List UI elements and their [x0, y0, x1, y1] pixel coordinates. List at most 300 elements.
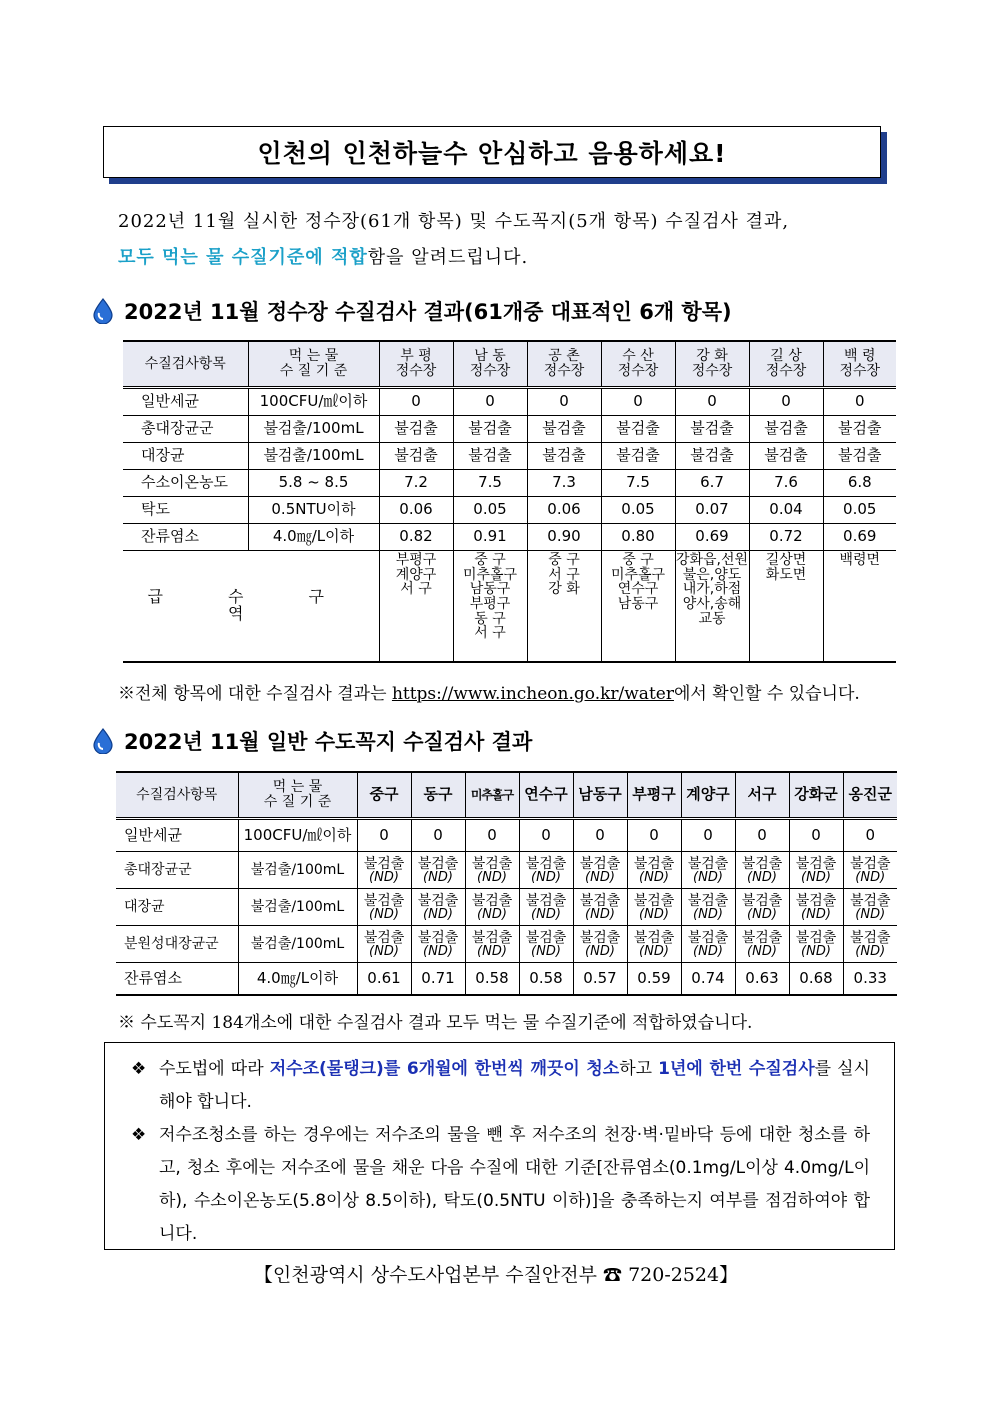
- cell-value: 0.82: [379, 524, 453, 551]
- cell-text: 0.63: [745, 968, 779, 987]
- tap-note: ※ 수도꼭지 184개소에 대한 수질검사 결과 모두 먹는 물 수질기준에 적합하였습니다.: [118, 1013, 753, 1033]
- supply-area-cell: [749, 551, 823, 663]
- treatment-plant-table: [123, 340, 896, 663]
- header-plant-line: 정수장: [839, 363, 881, 379]
- cell-text: 불검출: [363, 855, 405, 872]
- supply-area-line: 동 구: [474, 610, 506, 627]
- header-plant: [675, 341, 749, 388]
- cell-value: [627, 852, 681, 889]
- g1-highlight-cleaning: 저수조(물탱크)를 6개월에 한번씩 깨끗이 청소: [269, 1059, 620, 1079]
- supply-area-line: 미추홀구: [462, 566, 518, 583]
- header-plant-line: 공 촌: [548, 348, 580, 365]
- cell-value: [735, 963, 789, 996]
- supply-area-line: 강화읍,선원: [675, 552, 749, 568]
- table-row: [123, 470, 896, 497]
- cell-value: [843, 963, 897, 996]
- section1-heading: [92, 296, 732, 326]
- cell-value: [519, 926, 573, 963]
- cell-value: 불검출: [379, 416, 453, 443]
- cell-value: [519, 819, 573, 852]
- header-district: 서구: [735, 772, 789, 819]
- supply-area-line: 중 구: [622, 552, 654, 568]
- cell-text: 0: [487, 825, 497, 844]
- cell-value: [573, 926, 627, 963]
- cell-value: [357, 889, 411, 926]
- g1-text: 수도법에 따라: [159, 1059, 270, 1079]
- header-plant-line: 부 평: [400, 348, 432, 365]
- header-district: 중구: [357, 772, 411, 819]
- table-row: [116, 852, 897, 889]
- cell-value: [735, 889, 789, 926]
- nd-label: (ND): [639, 943, 669, 959]
- cell-value: 0: [527, 388, 601, 416]
- cell-value: 불검출: [527, 443, 601, 470]
- cell-value: 불검출: [601, 443, 675, 470]
- g1-text-3: 를 실시해야 합니다.: [159, 1059, 870, 1112]
- table-row: [123, 497, 896, 524]
- supply-area-line: 미추홀구: [610, 566, 666, 583]
- header-plant-line: 정수장: [469, 363, 511, 379]
- nd-label: (ND): [855, 943, 886, 959]
- row-standard: 불검출/100mL: [238, 852, 357, 889]
- cell-value: [843, 819, 897, 852]
- header-standard-line: 수 질 기 준: [263, 794, 332, 810]
- guidance-text-1: [159, 1053, 870, 1119]
- nd-label: (ND): [747, 906, 777, 922]
- cell-value: 0.06: [527, 497, 601, 524]
- cell-value: [411, 889, 465, 926]
- full-results-note: [118, 679, 860, 704]
- supply-area-line: 내가,하점: [682, 581, 742, 598]
- row-item: 잔류염소: [116, 963, 238, 996]
- supply-area-line: 중 구: [548, 552, 580, 568]
- supply-area-line: 부평구: [395, 552, 437, 568]
- supply-area-cell: [675, 551, 749, 663]
- section2-title: 2022년 11월 일반 수도꼭지 수질검사 결과: [124, 730, 533, 754]
- cell-value: [465, 819, 519, 852]
- row-item: 총대장균군: [116, 852, 238, 889]
- supply-area-line: 서 구: [474, 625, 506, 642]
- table-header-row: [116, 772, 897, 819]
- supply-area-line: 양사,송해: [682, 596, 742, 613]
- supply-area-line: 연수구: [617, 581, 659, 598]
- cell-text: 0: [649, 825, 659, 844]
- supply-area-line: 서 구: [548, 566, 580, 583]
- nd-label: (ND): [585, 906, 615, 922]
- row-item: 수소이온농도: [123, 470, 248, 497]
- row-standard: 4.0㎎/L이하: [238, 963, 357, 996]
- cell-value: [843, 852, 897, 889]
- nd-label: (ND): [423, 906, 453, 922]
- nd-label: (ND): [585, 943, 615, 959]
- header-plant-line: 정수장: [617, 363, 659, 379]
- header-district: 동구: [411, 772, 465, 819]
- cell-value: 0.69: [823, 524, 896, 551]
- table-row: [116, 926, 897, 963]
- cell-text: 불검출: [363, 892, 405, 909]
- cell-value: [357, 963, 411, 996]
- cell-text: 불검출: [633, 892, 675, 909]
- cell-value: [357, 852, 411, 889]
- row-item: 일반세균: [116, 819, 238, 852]
- cell-text: 불검출: [687, 892, 729, 909]
- cell-text: 불검출: [795, 929, 837, 946]
- page-title: 인천의 인천하늘수 안심하고 음용하세요!: [103, 126, 881, 178]
- note-prefix: ※전체 항목에 대한 수질검사 결과는: [118, 684, 392, 704]
- cell-value: 6.7: [675, 470, 749, 497]
- cell-value: 0.04: [749, 497, 823, 524]
- header-plant: [749, 341, 823, 388]
- cell-value: [735, 926, 789, 963]
- cell-value: [789, 852, 843, 889]
- cell-value: [789, 889, 843, 926]
- cell-text: 0: [433, 825, 443, 844]
- header-standard-line: 먹 는 물: [272, 779, 323, 796]
- header-standard-line: 먹 는 물: [288, 348, 339, 365]
- cell-value: 0: [675, 388, 749, 416]
- supply-area-cell: [379, 551, 453, 663]
- cell-value: [573, 819, 627, 852]
- supply-area-line: 강 화: [548, 581, 580, 598]
- row-item: 대장균: [123, 443, 248, 470]
- nd-label: (ND): [639, 906, 669, 922]
- cell-text: 불검출: [525, 892, 567, 909]
- cell-text: 불검출: [741, 929, 783, 946]
- supply-area-line: 부평구: [469, 596, 511, 613]
- supply-area-line: 계양구: [395, 566, 437, 583]
- supply-area-cell: [601, 551, 675, 663]
- cell-value: [681, 926, 735, 963]
- nd-label: (ND): [369, 943, 399, 959]
- cell-value: [843, 889, 897, 926]
- cell-text: 불검출: [471, 855, 513, 872]
- supply-area-line: 남동구: [469, 581, 511, 598]
- table-row: [123, 524, 896, 551]
- cell-value: 불검출: [453, 416, 527, 443]
- header-standard: [248, 341, 379, 388]
- cell-value: [627, 889, 681, 926]
- cell-value: 불검출: [823, 443, 896, 470]
- cell-text: 불검출: [795, 855, 837, 872]
- supply-area-line: 길상면: [765, 552, 807, 568]
- row-standard: 100CFU/㎖이하: [238, 819, 357, 852]
- cell-value: [411, 819, 465, 852]
- row-standard: 불검출/100mL: [238, 889, 357, 926]
- cell-value: [411, 926, 465, 963]
- cell-text: 불검출: [795, 892, 837, 909]
- header-plant-line: 정수장: [395, 363, 437, 379]
- cell-text: 0.71: [421, 968, 455, 987]
- nd-label: (ND): [747, 943, 777, 959]
- nd-label: (ND): [747, 869, 777, 885]
- cell-value: 불검출: [675, 416, 749, 443]
- cell-text: 불검출: [579, 892, 621, 909]
- cell-text: 0.33: [853, 968, 887, 987]
- table-row: [123, 388, 896, 416]
- supply-area-line: 교동: [698, 610, 726, 627]
- cell-value: 불검출: [601, 416, 675, 443]
- cell-value: 불검출: [749, 416, 823, 443]
- supply-area-label: 급 수 구 역: [123, 551, 379, 663]
- nd-label: (ND): [369, 906, 399, 922]
- nd-label: (ND): [423, 869, 453, 885]
- row-standard: 불검출/100mL: [248, 416, 379, 443]
- intro-line-1: 2022년 11월 실시한 정수장(61개 항목) 및 수도꼭지(5개 항목) 수질검사 결과,: [118, 211, 790, 232]
- header-standard: [238, 772, 357, 819]
- guidance-box: [104, 1042, 895, 1250]
- cell-text: 불검출: [363, 929, 405, 946]
- cell-value: 불검출: [453, 443, 527, 470]
- nd-label: (ND): [639, 869, 669, 885]
- cell-value: 0: [601, 388, 675, 416]
- row-item: 탁도: [123, 497, 248, 524]
- cell-text: 불검출: [579, 855, 621, 872]
- cell-value: 불검출: [675, 443, 749, 470]
- header-item: 수질검사항목: [116, 772, 238, 819]
- cell-text: 불검출: [849, 892, 891, 909]
- cell-value: 7.3: [527, 470, 601, 497]
- row-standard: 100CFU/㎖이하: [248, 388, 379, 416]
- cell-value: 7.6: [749, 470, 823, 497]
- guidance-item-2: [131, 1119, 870, 1251]
- water-results-link[interactable]: https://www.incheon.go.kr/water: [391, 684, 674, 704]
- header-district: 부평구: [627, 772, 681, 819]
- cell-text: 불검출: [471, 929, 513, 946]
- diamond-bullet-icon: ❖: [131, 1059, 147, 1079]
- nd-label: (ND): [801, 906, 831, 922]
- row-item: 일반세균: [123, 388, 248, 416]
- nd-label: (ND): [801, 869, 831, 885]
- cell-value: 7.5: [601, 470, 675, 497]
- cell-text: 0: [595, 825, 605, 844]
- cell-value: [465, 926, 519, 963]
- row-standard: 0.5NTU이하: [248, 497, 379, 524]
- supply-area-line: 서 구: [400, 581, 432, 598]
- cell-value: [627, 963, 681, 996]
- cell-text: 불검출: [417, 929, 459, 946]
- cell-value: [573, 852, 627, 889]
- cell-value: [627, 926, 681, 963]
- cell-text: 0.68: [799, 968, 833, 987]
- cell-value: 0.91: [453, 524, 527, 551]
- cell-value: 0.05: [601, 497, 675, 524]
- header-standard-line: 수 질 기 준: [279, 363, 348, 379]
- water-drop-icon: [92, 298, 114, 324]
- guidance-text-2: 저수조청소를 하는 경우에는 저수조의 물을 뺀 후 저수조의 천장·벽·밑바닥 등에 대한 청소를 하고, 청소 후에는 저수조에 물을 채운 다음 수질에 대한 기준[잔류염소(0.1mg/L이상 4.0mg/L이하), 수소이온농도(5.8이상 8.5이하), 탁도(0.5NTU 이하)]을 충족하는지 여부를 점검하여야 합니다.: [159, 1125, 870, 1244]
- water-drop-icon: [92, 728, 114, 754]
- cell-text: 불검출: [525, 855, 567, 872]
- header-plant-line: 강 화: [696, 348, 728, 365]
- row-standard: 5.8 ~ 8.5: [248, 470, 379, 497]
- supply-area-cell: [823, 551, 896, 663]
- cell-value: 0.90: [527, 524, 601, 551]
- nd-label: (ND): [693, 869, 723, 885]
- cell-value: [519, 963, 573, 996]
- table-row: [116, 963, 897, 996]
- cell-text: 0: [865, 825, 876, 844]
- row-standard: 불검출/100mL: [238, 926, 357, 963]
- tap-water-table: [116, 771, 897, 996]
- header-item: 수질검사항목: [123, 341, 248, 388]
- nd-label: (ND): [693, 943, 723, 959]
- cell-value: [519, 889, 573, 926]
- footer-contact: 【인천광역시 상수도사업본부 수질안전부 ☎ 720-2524】: [253, 1264, 739, 1286]
- cell-value: 0: [749, 388, 823, 416]
- supply-area-line: 화도면: [765, 566, 807, 583]
- nd-label: (ND): [369, 869, 399, 885]
- nd-label: (ND): [855, 869, 886, 885]
- cell-text: 0.59: [637, 968, 671, 987]
- header-plant: [379, 341, 453, 388]
- cell-value: [465, 889, 519, 926]
- cell-value: [465, 852, 519, 889]
- nd-label: (ND): [477, 943, 507, 959]
- header-plant-line: 수 산: [622, 348, 654, 365]
- cell-text: 0: [541, 825, 551, 844]
- cell-value: 0.69: [675, 524, 749, 551]
- nd-label: (ND): [423, 943, 453, 959]
- cell-text: 0: [811, 825, 821, 844]
- supply-area-line: 불은,양도: [682, 566, 742, 583]
- cell-value: 7.2: [379, 470, 453, 497]
- table-row: [123, 443, 896, 470]
- cell-value: [681, 963, 735, 996]
- nd-label: (ND): [477, 869, 507, 885]
- row-standard: 4.0㎎/L이하: [248, 524, 379, 551]
- cell-value: [357, 819, 411, 852]
- row-item: 분원성대장균군: [116, 926, 238, 963]
- cell-value: [789, 963, 843, 996]
- cell-value: 0: [453, 388, 527, 416]
- cell-value: [573, 889, 627, 926]
- row-item: 대장균: [116, 889, 238, 926]
- supply-area-cell: [527, 551, 601, 663]
- cell-text: 0: [757, 825, 767, 844]
- section1-title: 2022년 11월 정수장 수질검사 결과(61개중 대표적인 6개 항목): [124, 300, 732, 324]
- cell-text: 불검출: [741, 892, 783, 909]
- g1-highlight-inspection: 1년에 한번 수질검사: [658, 1059, 815, 1079]
- cell-value: 6.8: [823, 470, 896, 497]
- cell-value: [681, 852, 735, 889]
- cell-value: 0.05: [453, 497, 527, 524]
- table-row: [116, 819, 897, 852]
- row-standard: 불검출/100mL: [248, 443, 379, 470]
- cell-text: 0: [379, 825, 389, 844]
- supply-area-line: 백령면: [839, 552, 881, 568]
- cell-value: [573, 963, 627, 996]
- cell-value: 0.80: [601, 524, 675, 551]
- cell-text: 불검출: [741, 855, 783, 872]
- header-plant-line: 길 상: [770, 348, 802, 365]
- cell-text: 불검출: [417, 855, 459, 872]
- header-plant: [527, 341, 601, 388]
- nd-label: (ND): [693, 906, 723, 922]
- row-item: 총대장균군: [123, 416, 248, 443]
- supply-area-cell: [453, 551, 527, 663]
- cell-text: 0.61: [367, 968, 401, 987]
- row-item: 잔류염소: [123, 524, 248, 551]
- table-row: [123, 416, 896, 443]
- header-district: 계양구: [681, 772, 735, 819]
- header-plant-line: 정수장: [765, 363, 807, 379]
- header-plant-line: 정수장: [543, 363, 585, 379]
- cell-value: 0: [823, 388, 896, 416]
- nd-label: (ND): [855, 906, 886, 922]
- cell-text: 불검출: [687, 855, 729, 872]
- header-district: 남동구: [573, 772, 627, 819]
- nd-label: (ND): [531, 906, 561, 922]
- cell-value: 7.5: [453, 470, 527, 497]
- nd-label: (ND): [531, 943, 561, 959]
- cell-text: 불검출: [849, 929, 891, 946]
- diamond-bullet-icon: ❖: [131, 1125, 147, 1145]
- cell-text: 불검출: [849, 855, 891, 872]
- cell-text: 불검출: [417, 892, 459, 909]
- cell-value: 0.07: [675, 497, 749, 524]
- cell-text: 불검출: [687, 929, 729, 946]
- cell-value: 0.05: [823, 497, 896, 524]
- supply-area-line: 중 구: [474, 552, 506, 568]
- cell-text: 0: [703, 825, 713, 844]
- note-suffix: 에서 확인할 수 있습니다.: [673, 684, 860, 704]
- nd-label: (ND): [801, 943, 831, 959]
- guidance-item-1: [131, 1053, 870, 1119]
- cell-text: 0.58: [529, 968, 563, 987]
- cell-value: 불검출: [749, 443, 823, 470]
- cell-text: 불검출: [579, 929, 621, 946]
- header-plant-line: 백 령: [844, 348, 876, 365]
- intro-line-2: [118, 243, 528, 269]
- cell-value: [681, 819, 735, 852]
- header-plant: [601, 341, 675, 388]
- supply-area-line: 남동구: [617, 596, 659, 613]
- cell-value: 0.72: [749, 524, 823, 551]
- header-plant-line: 남 동: [474, 348, 506, 365]
- cell-value: [843, 926, 897, 963]
- cell-text: 불검출: [471, 892, 513, 909]
- header-district: 강화군: [789, 772, 843, 819]
- header-plant: [453, 341, 527, 388]
- cell-value: [681, 889, 735, 926]
- table-header-row: [123, 341, 896, 388]
- cell-value: [411, 963, 465, 996]
- cell-text: 불검출: [525, 929, 567, 946]
- g1-text-2: 하고: [619, 1059, 659, 1079]
- cell-value: [735, 819, 789, 852]
- section2-heading: [92, 726, 532, 756]
- cell-text: 0.58: [475, 968, 509, 987]
- nd-label: (ND): [477, 906, 507, 922]
- cell-value: [789, 819, 843, 852]
- header-district: 연수구: [519, 772, 573, 819]
- cell-value: 0: [379, 388, 453, 416]
- cell-value: [357, 926, 411, 963]
- cell-value: [465, 963, 519, 996]
- cell-text: 0.57: [583, 968, 617, 987]
- cell-value: 불검출: [823, 416, 896, 443]
- cell-value: [735, 852, 789, 889]
- table-row: [116, 889, 897, 926]
- intro-rest: 함을 알려드립니다.: [367, 247, 529, 268]
- cell-text: 불검출: [633, 855, 675, 872]
- nd-label: (ND): [585, 869, 615, 885]
- cell-value: 불검출: [379, 443, 453, 470]
- supply-area-row: [123, 551, 896, 663]
- cell-value: [627, 819, 681, 852]
- cell-value: 0.06: [379, 497, 453, 524]
- nd-label: (ND): [531, 869, 561, 885]
- header-district: 옹진군: [843, 772, 897, 819]
